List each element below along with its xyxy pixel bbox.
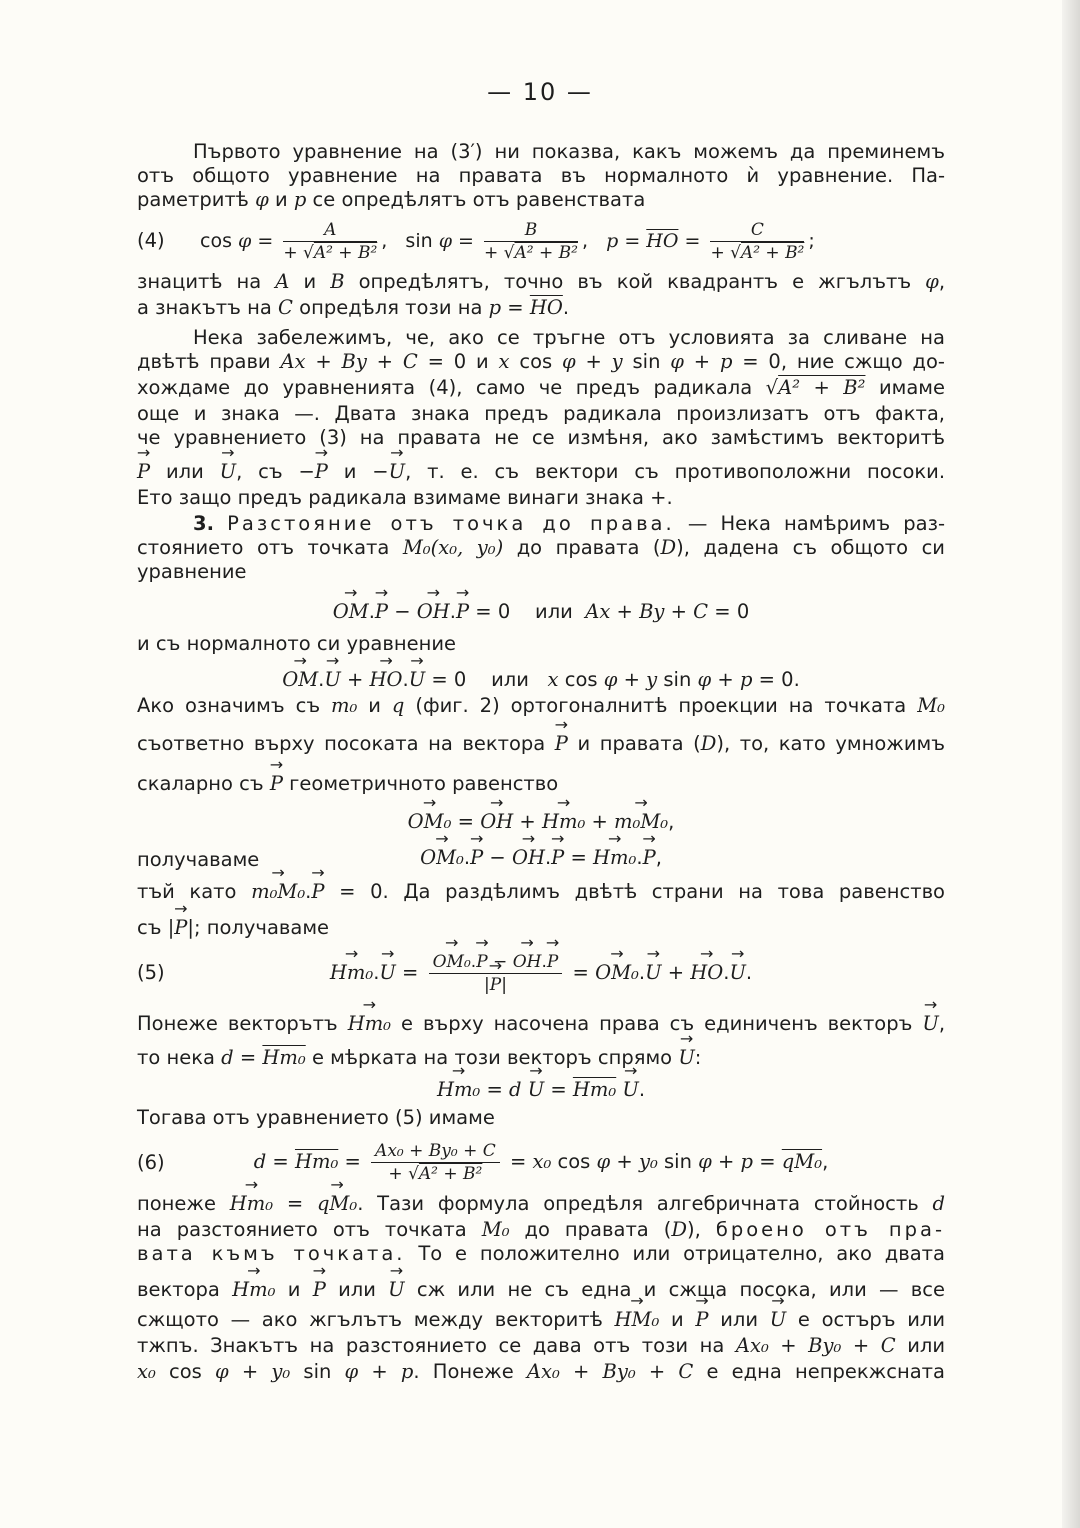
text-line: хождаме до уравненията (4), само че предъ радикала √A² + B² имаме: [137, 376, 945, 399]
text-line: отъ общото уравнение на правата въ нормалното ѝ уравнение. Па-: [137, 164, 945, 187]
equation-5: → Hm₀.→ U = → $\frac{\text{OM₀.→ P − → OH.→ P}}{|\to P|}$ = → OM₀.→ U + → HO.→ U.: [137, 944, 945, 1002]
text-line: съ |→ P|; получаваме: [137, 916, 945, 940]
text-line: Първото уравнение на (3′) ни показва, какъ можемъ да преминемъ: [193, 140, 945, 163]
equation-measure: → Hm₀ = d → U = Hm₀ → U.: [137, 1078, 945, 1102]
text-line: тъй като → m₀M₀.→ P = 0. Да раздѣлимъ двѣтѣ страни на това равенство: [137, 880, 945, 904]
section-heading-line: 3. Разстояние отъ точка до права. — Нека намѣримъ раз-: [193, 512, 945, 535]
text-line: че уравнението (3) на правата не се измѣня, ако замѣстимъ векторитѣ: [137, 426, 945, 449]
page-edge-shadow: [1062, 0, 1080, 1528]
page-number: — 10 —: [487, 78, 593, 106]
equation-scalar: → OM₀.→ P − → OH.→ P = → Hm₀.→ P,: [137, 846, 945, 870]
text-line: стоянието отъ точката M₀(x₀, y₀) до правата (D), дадена съ общото си: [137, 536, 945, 559]
text-line: знацитѣ на A и B опредѣлятъ, точно въ кой квадрантъ е жгълътъ φ,: [137, 270, 946, 293]
equation-label: (6): [137, 1151, 165, 1174]
text-line: Понеже векторътъ → Hm₀ е върху насочена права съ единиченъ векторъ → U,: [137, 1012, 945, 1036]
text-line: тжпъ. Знакътъ на разстоянието се дава отъ този на Ax₀ + By₀ + C или: [137, 1334, 945, 1357]
text-line: съответно върху посоката на вектора → P и правата (D), то, като умножимъ: [137, 732, 945, 756]
text-line: Ако означимъ съ m₀ и q (фиг. 2) ортогоналнитѣ проекции на точката M₀: [137, 694, 945, 717]
equation-geometric: → OM₀ = → OH + → Hm₀ + → m₀M₀,: [137, 810, 945, 834]
text-line: то нека d = Hm₀ е мѣрката на този векторъ спрямо → U:: [137, 1046, 945, 1070]
equation-6: d = Hm₀ = $\frac{\text{Ax₀ + By₀ + C}}{\text{+ √A² + B²}}$ = x₀ cos φ + y₀ sin φ + p = qM₀,: [253, 1141, 829, 1184]
text-line: → P или → U, съ −→ P и −→ U, т. е. съ вектори съ противоположни посоки.: [137, 460, 945, 484]
text-line: на разстоянието отъ точката M₀ до правата (D), броено отъ пра-: [137, 1218, 945, 1241]
text-line: раметритѣ φ и p се опредѣлятъ отъ равенствата: [137, 188, 646, 211]
equation-4: cos φ = $\frac{A}{\text{+ √A² + B²}}$ , sin φ = $\frac{B}{\text{+ √A² + B²}}$ , $p = \overline{HO}$ = $\frac{C}{\text{+ √A² + B²}}$ ;: [200, 220, 815, 263]
text-line: x₀ cos φ + y₀ sin φ + p. Понеже Ax₀ + By₀ + C е една непрекжсната: [137, 1360, 945, 1383]
text-line: понеже → Hm₀ = → qM₀. Тази формула опредѣля алгебричната стойность d: [137, 1192, 945, 1216]
text-line: сжщото — ако жгълътъ между векторитѣ → HM₀ и → P или → U е остъръ или: [137, 1308, 945, 1332]
text-line: получаваме: [137, 848, 260, 871]
text-line: Тогава отъ уравнението (5) имаме: [137, 1106, 495, 1129]
text-line: Нека забележимъ, че, ако се тръгне отъ условията за сливане на: [193, 326, 945, 349]
equation-label: (4): [137, 229, 165, 252]
text-line: вата къмъ точката. То е положително или отрицателно, ако двата: [137, 1242, 945, 1265]
text-line: вектора → Hm₀ и → P или → U сж или не съ една и сжща посока, или — все: [137, 1278, 945, 1302]
text-line: двѣтѣ прави Ax + By + C = 0 и x cos φ + y sin φ + p = 0, ние сжщо до-: [137, 350, 945, 373]
equation-general: → OM.→ P − → OH.→ P = 0 или Ax + By + C = 0: [137, 600, 945, 624]
text-line: скаларно съ → P геометричното равенство: [137, 772, 945, 796]
text-line: още и знака —. Двата знака предъ радикала произлизатъ отъ факта,: [137, 402, 945, 425]
text-line: уравнение: [137, 560, 247, 583]
text-line: а знакътъ на C опредѣля този на $p = \overline{HO}$.: [137, 296, 570, 319]
equation-normal: → OM.→ U + → HO.→ U = 0 или x cos φ + y sin φ + p = 0.: [137, 668, 945, 692]
equation-label: (5): [137, 961, 165, 984]
text-line: Ето защо предъ радикала взимаме винаги знака +.: [137, 486, 673, 509]
text-line: и съ нормалното си уравнение: [137, 632, 457, 655]
